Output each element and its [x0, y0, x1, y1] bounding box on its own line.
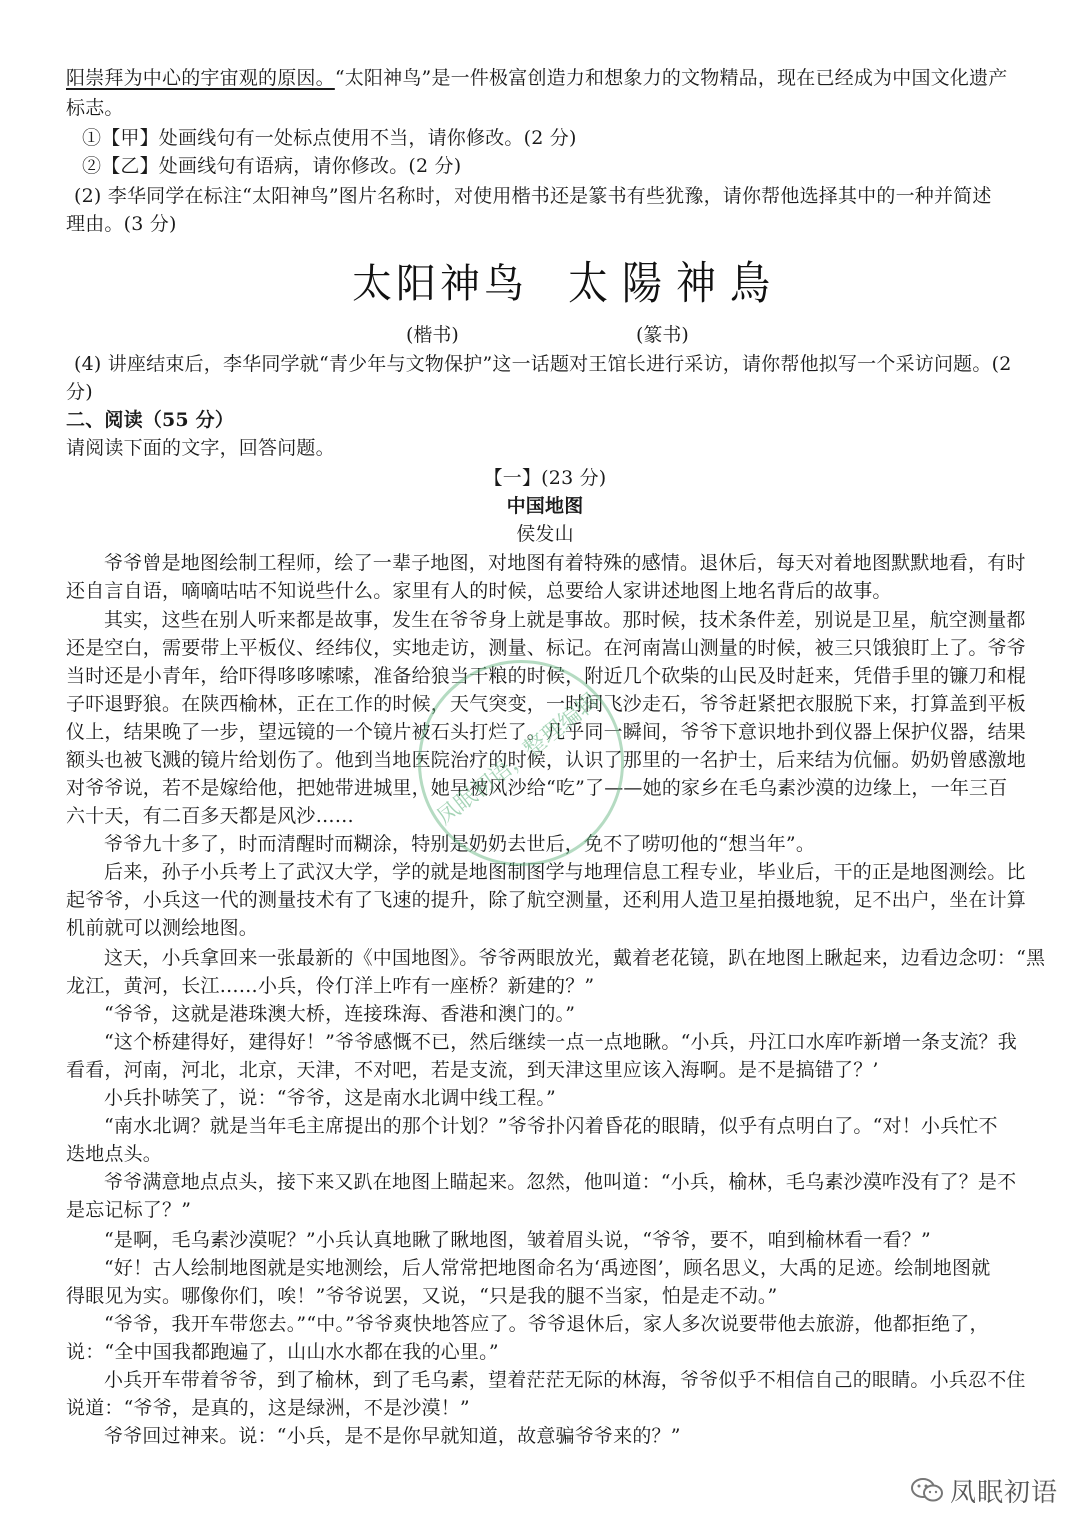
article-line: 龙江，黄河，长江……小兵，伶仃洋上咋有一座桥？新建的？” [66, 975, 595, 997]
article-line: 还自言自语，嘀嘀咕咕不知说些什么。家里有人的时候，总要给人家讲述地图上地名背后的故事。 [66, 580, 892, 602]
part-label: 【一】(23 分) [483, 467, 607, 489]
chat-bubble-icon [910, 1476, 944, 1504]
article-line: 仪上，结果晚了一步，望远镜的一个镜片被石头打烂了。几乎同一瞬间，爷爷下意识地扑到仪器上保护仪器，结果 [66, 721, 1027, 743]
article-line: 六十天，有二百多天都是风沙…… [66, 805, 355, 827]
zhuanshu-sample: 太陽神鳥 [568, 258, 784, 310]
question-2-line-1: (2) 李华同学在标注“太阳神鸟”图片名称时，对使用楷书还是篆书有些犹豫，请你帮他选择其中的一种并简述 [74, 185, 992, 207]
article-line: 得眼见为实。哪像你们，唉！”爷爷说罢，又说，“只是我的腿不当家，怕是走不动。” [66, 1285, 778, 1307]
account-name: 凤眠初语 [950, 1477, 1059, 1508]
article-line: 小兵扑哧笑了，说：“爷爷，这是南水北调中线工程。” [104, 1087, 556, 1109]
article-line: 这天，小兵拿回来一张最新的《中国地图》。爷爷两眼放光，戴着老花镜，趴在地图上瞅起来，边看边念叨：“黑 [104, 947, 1046, 969]
article-line: 爷爷曾是地图绘制工程师，绘了一辈子地图，对地图有着特殊的感情。退休后，每天对着地图默默地看，有时 [104, 552, 1026, 574]
article-line: 爷爷回过神来。说：“小兵，是不是你早就知道，故意骗爷爷来的？” [104, 1425, 681, 1447]
article-line: 是忘记标了？” [66, 1199, 192, 1221]
intro-line-2: 标志。 [66, 97, 124, 119]
question-4-line-2: 分) [66, 381, 93, 403]
calligraphy-samples [0, 252, 1080, 316]
zhuanshu-caption: (篆书) [636, 324, 689, 346]
kaishu-sample: 太阳神鸟 [352, 261, 528, 307]
underlined-sentence-yi: 阳崇拜为中心的宇宙观的原因。 [66, 67, 335, 89]
article-line: 说：“全中国我都跑遍了，山山水水都在我的心里。” [66, 1341, 499, 1363]
article-title: 中国地图 [506, 495, 584, 517]
article-line: “爷爷，我开车带您去。”“中。”爷爷爽快地答应了。爷爷退休后，家人多次说要带他去旅游，他都拒绝了， [104, 1313, 989, 1335]
kaishu-caption: (楷书) [406, 324, 459, 346]
intro-line-1-rest: “太阳神鸟”是一件极富创造力和想象力的文物精品，现在已经成为中国文化遗产 [334, 67, 1008, 89]
article-line: 说道：“爷爷，是真的，这是绿洲，不是沙漠！” [66, 1397, 470, 1419]
section-heading: 二、阅读（55 分） [66, 409, 235, 431]
article-line: 当时还是小青年，给吓得哆哆嗦嗦，准备给狼当干粮的时候，附近几个砍柴的山民及时赶来，凭借手里的镰刀和棍 [66, 665, 1027, 687]
article-line: 其实，这些在别人听来都是故事，发生在爷爷身上就是事故。那时候，技术条件差，别说是卫星，航空测量都 [104, 609, 1026, 631]
article-line: 看看，河南，河北，北京，天津，不对吧，若是支流，到天津这里应该入海啊。是不是搞错了？’ [66, 1059, 879, 1081]
article-line: 爷爷满意地点点头，接下来又趴在地图上瞄起来。忽然，他叫道：“小兵，榆林，毛乌素沙漠咋没有了？是不 [104, 1171, 1017, 1193]
article-line: “好！古人绘制地图就是实地测绘，后人常常把地图命名为‘禹迹图’，顾名思义，大禹的足迹。绘制地图就 [104, 1257, 991, 1279]
article-line: 迭地点头。 [66, 1143, 163, 1165]
article-line: 起爷爷，小兵这一代的测量技术有了飞速的提升，除了航空测量，还利用人造卫星拍摄地貌，足不出户，坐在计算 [66, 889, 1027, 911]
article-line: “南水北调？就是当年毛主席提出的那个计划？”爷爷扑闪着昏花的眼睛，似乎有点明白了。“对！小兵忙不 [104, 1115, 998, 1137]
article-author: 侯发山 [516, 523, 574, 545]
article-line: 子吓退野狼。在陕西榆林，正在工作的时候，天气突变，一时间飞沙走石，爷爷赶紧把衣服脱下来，打算盖到平板 [66, 693, 1027, 715]
section-instruction: 请阅读下面的文字，回答问题。 [66, 437, 335, 459]
question-1-item-1: ①【甲】处画线句有一处标点使用不当，请你修改。(2 分) [82, 127, 577, 149]
article-line: 爷爷九十多了，时而清醒时而糊涂，特别是奶奶去世后，免不了唠叨他的“想当年”。 [104, 833, 816, 855]
question-1-item-2: ②【乙】处画线句有语病，请你修改。(2 分) [82, 155, 462, 177]
article-line: 小兵开车带着爷爷，到了榆林，到了毛乌素，望着茫茫无际的林海，爷爷似乎不相信自己的眼睛。小兵忍不住 [104, 1369, 1026, 1391]
article-line: “是啊，毛乌素沙漠呢？”小兵认真地瞅了瞅地图，皱着眉头说，“爷爷，要不，咱到榆林看一看？” [104, 1229, 931, 1251]
article-line: 机前就可以测绘地图。 [66, 917, 259, 939]
intro-line-1 [66, 64, 1024, 92]
article-line: 对爷爷说，若不是嫁给他，把她带进城里，她早被风沙给“吃”了——她的家乡在毛乌素沙漠的边缘上，一年三百 [66, 777, 1008, 799]
question-4-line-1: (4) 讲座结束后，李华同学就“青少年与文物保护”这一话题对王馆长进行采访，请你帮他拟写一个采访问题。(2 [74, 353, 1012, 375]
article-line: 额头也被飞溅的镜片给划伤了。他到当地医院治疗的时候，认识了那里的一名护士，后来结为伉俪。奶奶曾感激地 [66, 749, 1027, 771]
article-line: 后来，孙子小兵考上了武汉大学，学的就是地图制图学与地理信息工程专业，毕业后，干的正是地图测绘。比 [104, 861, 1026, 883]
article-line: 还是空白，需要带上平板仪、经纬仪，实地走访，测量、标记。在河南嵩山测量的时候，被三只饿狼盯上了。爷爷 [66, 637, 1027, 659]
article-line: “爷爷，这就是港珠澳大桥，连接珠海、香港和澳门的。” [104, 1003, 576, 1025]
account-logo [910, 1470, 1058, 1510]
article-line: “这个桥建得好，建得好！”爷爷感慨不已，然后继续一点一点地瞅。“小兵，丹江口水库咋新增一条支流？我 [104, 1031, 1017, 1053]
question-2-line-2: 理由。(3 分) [66, 213, 177, 235]
watermark-text: 凤眠初语，整理编辑 [432, 688, 604, 831]
